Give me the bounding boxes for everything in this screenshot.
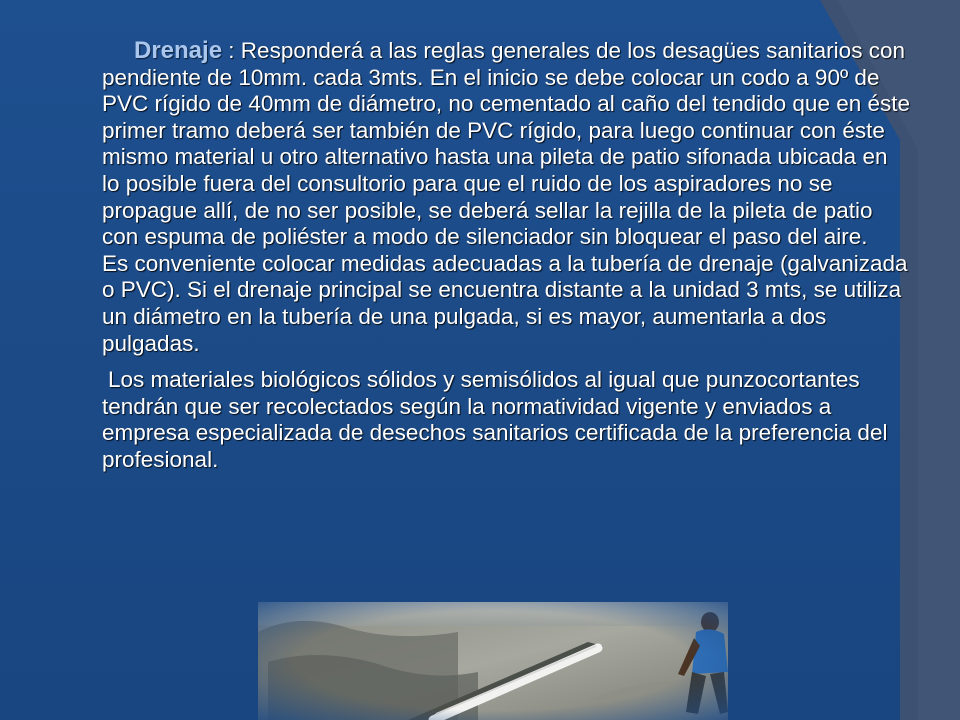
paragraph-tuberia: Es conveniente colocar medidas adecuadas a la tubería de drenaje (galvanizada o PVC). Si el drenaje principal se encuentra distante a la unidad 3 mts, se utiliza un diámetro en la tubería de una pulgada, si es mayor, aumentarla a dos pulgadas. <box>102 250 908 356</box>
paragraph-drenaje <box>102 38 910 251</box>
construction-photo <box>258 602 728 720</box>
paragraph-1-text: : Responderá a las reglas generales de los desagües sanitarios con pendiente de 10mm. cada 3mts. En el inicio se debe colocar un codo a 90º de PVC rígido de 40mm de diámetro, no cementado al caño del tendido que en éste primer tramo deberá ser también de PVC rígido, para luego continuar con éste mismo material u otro alternativo hasta una pileta de patio sifonada ubicada en lo posible fuera del consultorio para que el ruido de los aspiradores no se propague allí, de no ser posible, se deberá sellar la rejilla de la pileta de patio con espuma de poliéster a modo de silenciador sin bloquear el paso del aire. <box>102 38 911 250</box>
heading-word: Drenaje <box>134 37 223 64</box>
body-text <box>102 38 910 474</box>
paragraph-materiales <box>102 367 910 473</box>
paragraph-3-text: Los materiales biológicos sólidos y semisólidos al igual que punzocortantes tendrán que ser recolectados según la normatividad vigente y enviados a empresa especializada de desechos sanitarios certificada de la preferencia del profesional. <box>102 367 888 472</box>
